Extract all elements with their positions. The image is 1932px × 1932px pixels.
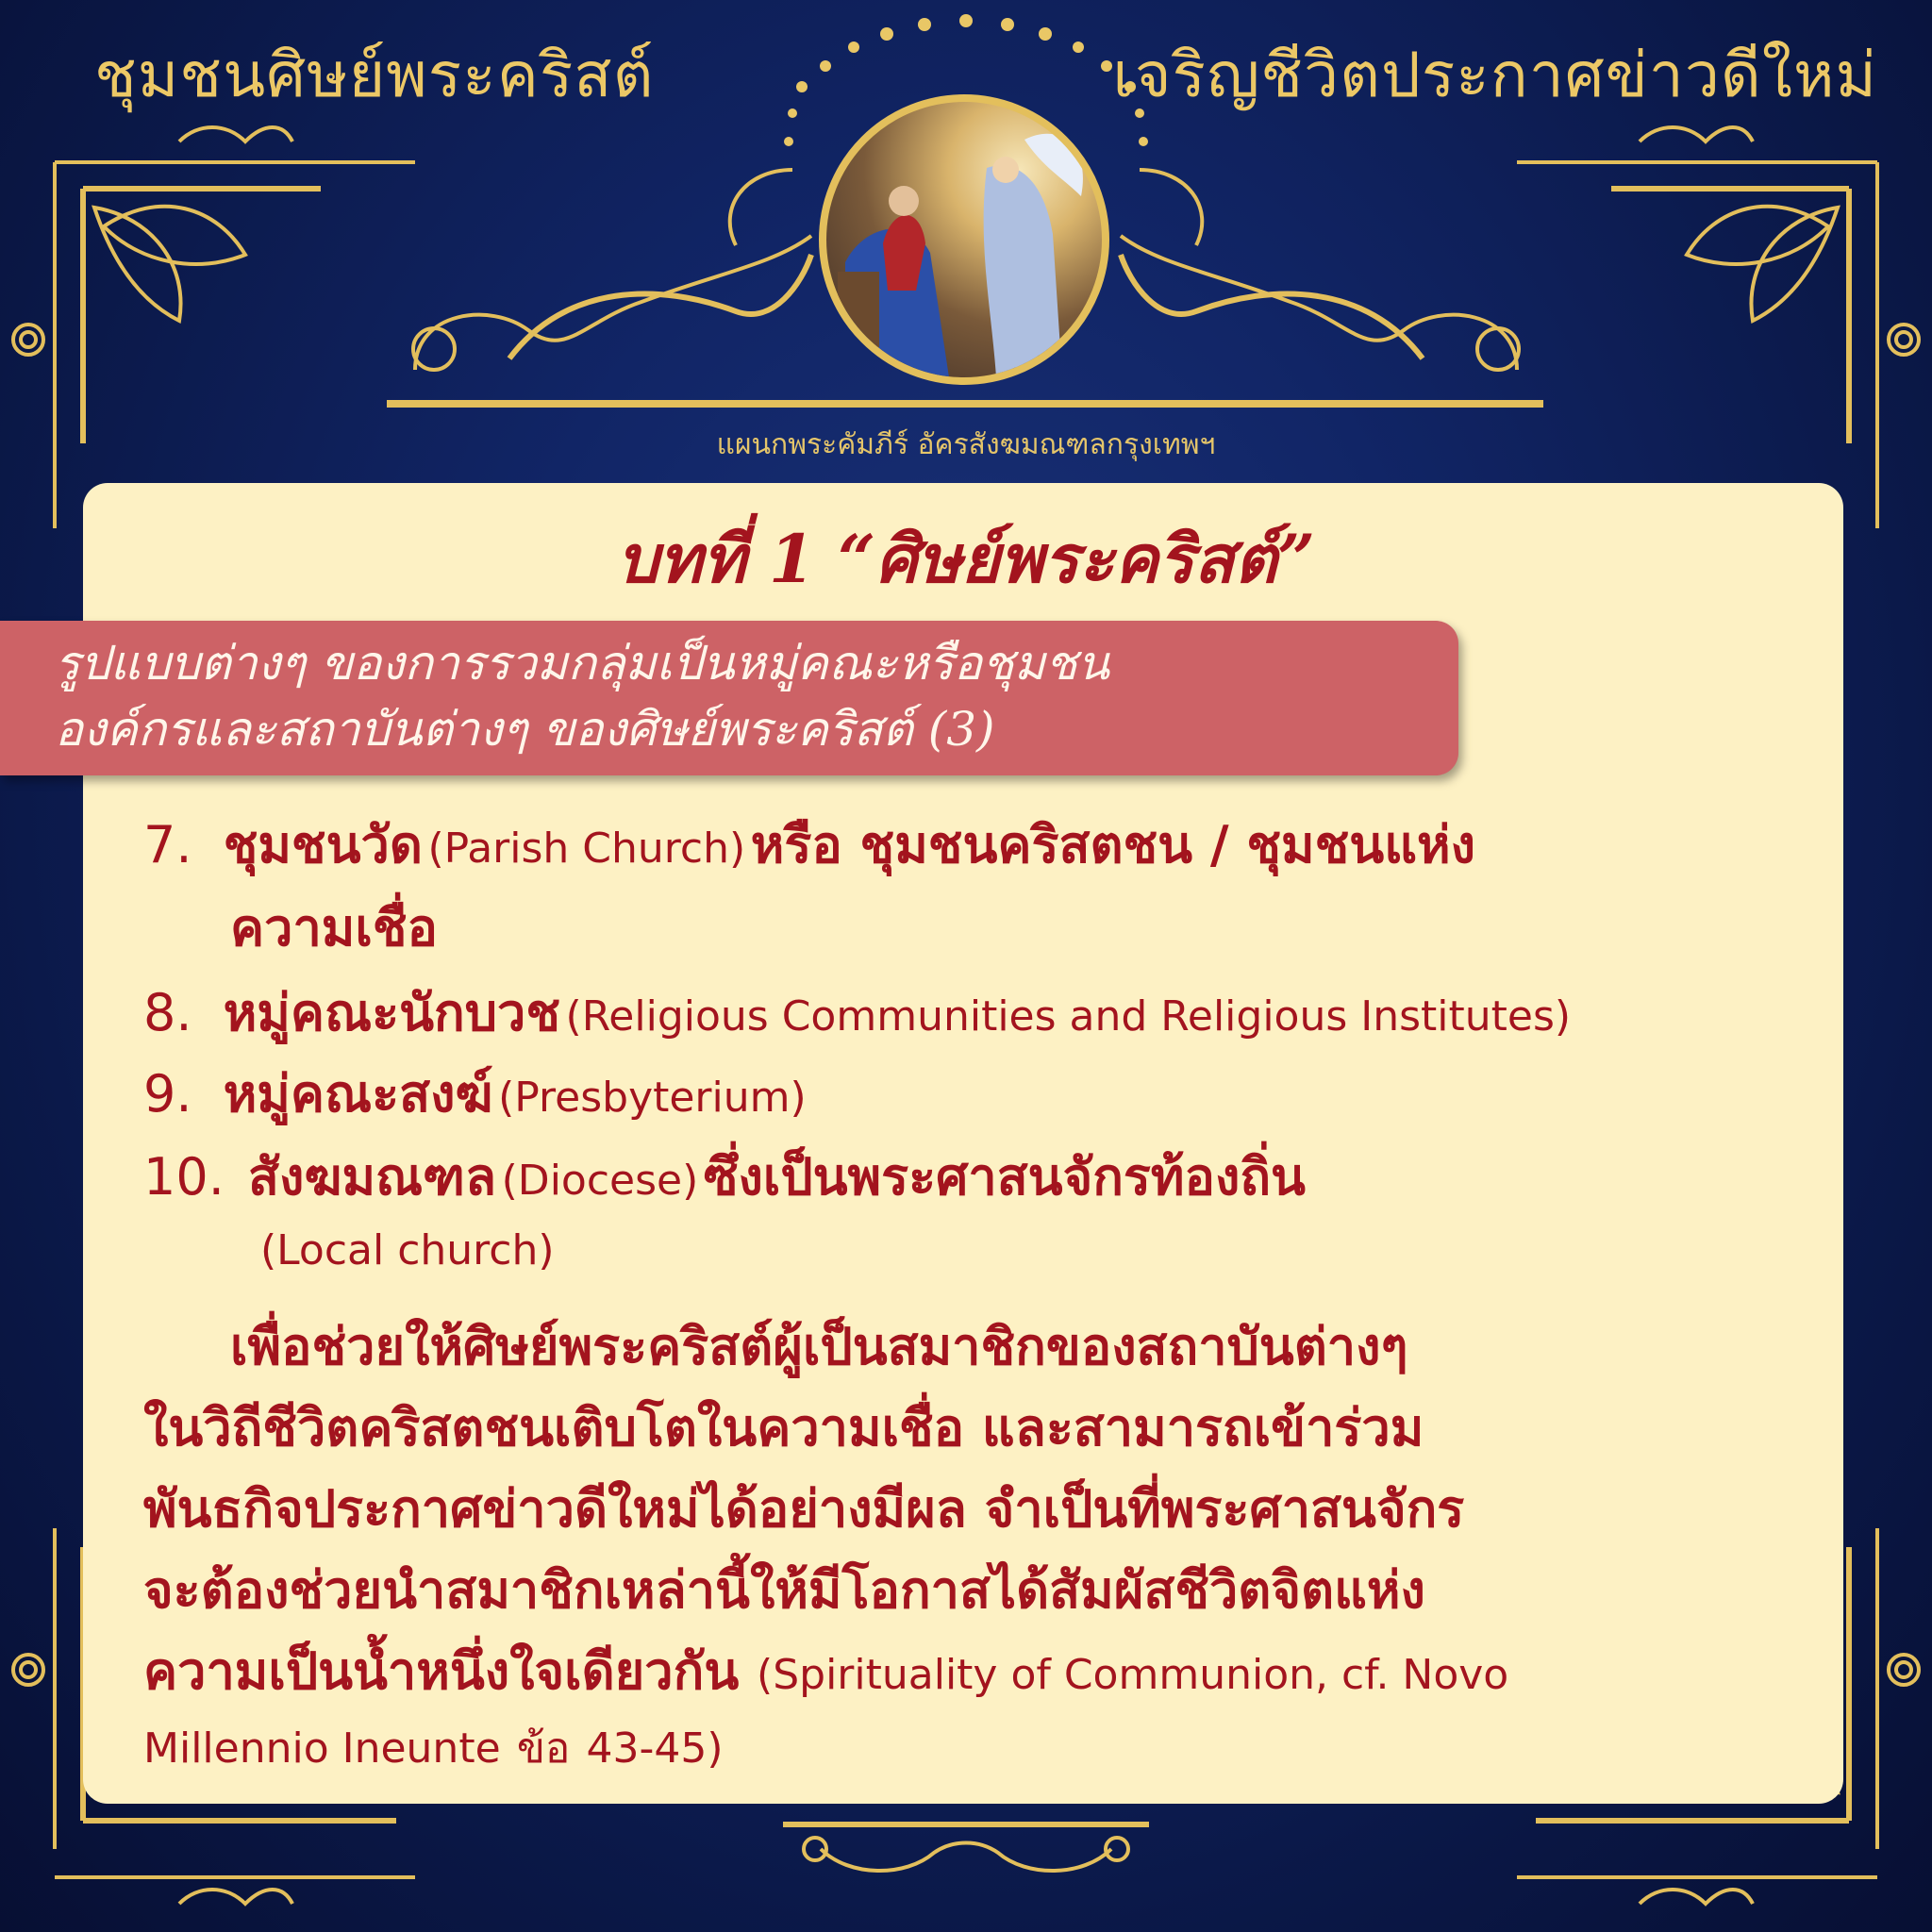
- list-item-7-continuation: [230, 887, 438, 968]
- paragraph-line-3: พันธกิจประกาศข่าวดีใหม่ได้อย่างมีผล จำเป็นที่พระศาสนจักร: [143, 1479, 1465, 1539]
- list-item-8: [143, 972, 1571, 1053]
- paragraph-line-4: จะต้องช่วยนำสมาชิกเหล่านี้ให้มีโอกาสได้สัมผัสชีวิตจิตแห่ง: [143, 1560, 1425, 1620]
- paragraph-line-6-number: 43-45): [586, 1724, 724, 1773]
- item-thai-2: ซึ่งเป็นพระศาสนจักรท้องถิ่น: [703, 1147, 1306, 1207]
- item-continuation: (Local church): [260, 1226, 555, 1274]
- paragraph-line-5-english: (Spirituality of Communion, cf. Novo: [757, 1651, 1509, 1699]
- paragraph-line-6-english: Millennio Ineunte: [143, 1724, 501, 1773]
- item-english: (Diocese): [501, 1157, 699, 1205]
- paragraph-line-6: [143, 1715, 724, 1781]
- banner-line-2: องค์กรและสถาบันต่างๆ ของศิษย์พระคริสต์ (3): [55, 702, 995, 757]
- lesson-title: บทที่ 1 “ศิษย์พระคริสต์”: [616, 520, 1316, 598]
- header-title-right: เจริญชีวิตประกาศข่าวดีใหม่: [1112, 39, 1877, 111]
- item-english: (Religious Communities and Religious Institutes): [565, 992, 1572, 1041]
- item-thai: สังฆมณฑล: [248, 1147, 497, 1207]
- item-continuation: ความเชื่อ: [230, 898, 438, 958]
- paragraph-line-6-thai: ข้อ: [516, 1724, 571, 1773]
- item-number: 9.: [143, 1064, 192, 1124]
- item-thai: หมู่คณะนักบวช: [223, 983, 560, 1042]
- paragraph-line-5: [143, 1630, 1508, 1711]
- item-english: (Presbyterium): [498, 1074, 807, 1122]
- item-thai: ชุมชนวัด: [223, 815, 423, 874]
- list-item-10: [143, 1136, 1306, 1217]
- header-title-left: ชุมชนศิษย์พระคริสต์: [94, 39, 655, 111]
- banner-line-1: รูปแบบต่างๆ ของการรวมกลุ่มเป็นหมู่คณะหรือชุมชน: [55, 636, 1110, 691]
- topic-banner: [0, 621, 1458, 775]
- item-number: 7.: [143, 815, 192, 874]
- paragraph-line-1: เพื่อช่วยให้ศิษย์พระคริสต์ผู้เป็นสมาชิกของสถาบันต่างๆ: [230, 1317, 1408, 1376]
- department-subtitle: แผนกพระคัมภีร์ อัครสังฆมณฑลกรุงเทพฯ: [716, 428, 1216, 461]
- list-item-10-continuation: [260, 1226, 555, 1274]
- paragraph-line-5-thai: ความเป็นน้ำหนึ่งใจเดียวกัน: [143, 1641, 740, 1701]
- item-number: 10.: [143, 1147, 225, 1207]
- list-item-7: [143, 804, 1475, 885]
- item-thai: หมู่คณะสงฆ์: [223, 1064, 493, 1124]
- annunciation-medallion-icon: [819, 94, 1109, 385]
- item-thai-2: หรือ ชุมชนคริสตชน / ชุมชนแห่ง: [750, 815, 1475, 874]
- paragraph-line-2: ในวิถีชีวิตคริสตชนเติบโตในความเชื่อ และสามารถเข้าร่วม: [143, 1398, 1424, 1457]
- item-number: 8.: [143, 983, 192, 1042]
- list-item-9: [143, 1053, 807, 1134]
- item-english: (Parish Church): [427, 824, 746, 873]
